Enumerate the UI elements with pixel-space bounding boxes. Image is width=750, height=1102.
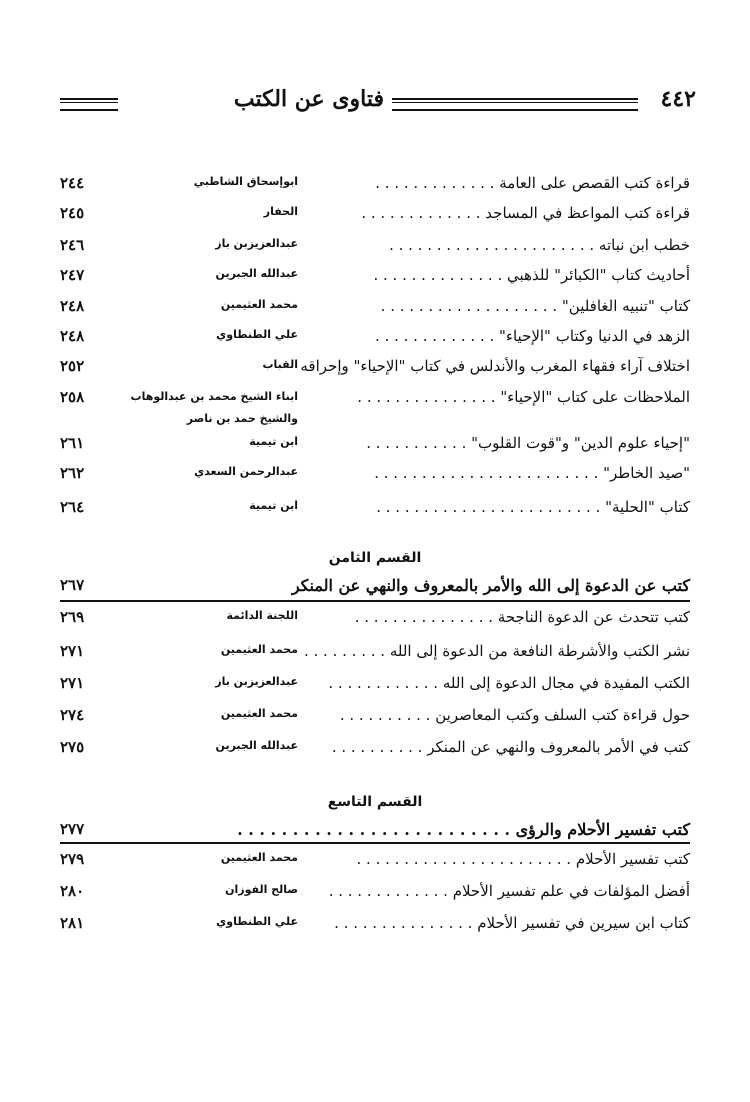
index-entry <box>60 672 690 702</box>
index-entry <box>60 736 690 766</box>
running-title: فتاوى عن الكتب <box>233 86 384 112</box>
entry-title: خطب ابن نباته <box>598 236 690 254</box>
index-entry <box>60 640 690 670</box>
section-rule <box>60 600 690 602</box>
entry-title: أفضل المؤلفات في علم تفسير الأحلام <box>452 882 690 900</box>
dot-leader: . . . . . . . . . . . . . . . . . . . <box>380 297 558 315</box>
entry-title: الكتب المفيدة في مجال الدعوة إلى الله <box>442 674 690 692</box>
dot-leader: . . . . . . . . . . . . . . . <box>334 914 473 932</box>
dot-leader: . . . . . . . . . . . . . . . . . . . . . . . . <box>376 498 601 516</box>
entry-author: صالح الفوزان <box>225 883 298 896</box>
entry-page-number: ٢٧٧ <box>60 820 85 838</box>
index-entry <box>60 912 690 942</box>
index-entry <box>60 295 690 325</box>
entry-page-number: ٢٥٨ <box>60 388 85 406</box>
page-number: ٤٤٢ <box>660 86 696 112</box>
entry-author: ابن تيمية <box>249 499 298 512</box>
dot-leader: . . . . . . . . . . . . . <box>328 882 448 900</box>
index-entry <box>60 386 690 434</box>
entry-author: علي الطنطاوي <box>216 328 298 341</box>
running-header <box>60 86 696 120</box>
entry-author: محمد العثيمين <box>220 851 298 864</box>
dot-leader: . . . . . . . . . . . . . <box>375 174 495 192</box>
dot-leader: . . . . . . . . . . . . . <box>375 327 495 345</box>
entry-title: حول قراءة كتب السلف وكتب المعاصرين <box>435 706 690 724</box>
entry-author: ابن تيمية <box>249 435 298 448</box>
entry-title: كتب تتحدث عن الدعوة الناجحة <box>497 608 690 626</box>
index-entry <box>60 172 690 202</box>
entry-author: محمد العثيمين <box>220 707 298 720</box>
entry-author: الحفار <box>263 205 298 218</box>
dot-leader: . . . . . . . . . . . . . <box>361 204 481 222</box>
entry-author: عبدالله الجبرين <box>215 739 298 752</box>
dot-leader: . . . . . . . . . . . . . . . <box>357 388 496 406</box>
entry-author: محمد العثيمين <box>220 643 298 656</box>
entry-page-number: ٢٧١ <box>60 674 85 692</box>
entry-page-number: ٢٤٨ <box>60 327 85 345</box>
entry-author: عبدالرحمن السعدي <box>194 465 298 478</box>
entry-page-number: ٢٤٤ <box>60 174 85 192</box>
entry-author: محمد العثيمين <box>220 298 298 311</box>
entry-page-number: ٢٧٥ <box>60 738 85 756</box>
entry-title: نشر الكتب والأشرطة النافعة من الدعوة إلى الله <box>389 642 690 660</box>
entry-page-number: ٢٤٥ <box>60 204 85 222</box>
header-rule <box>392 98 638 111</box>
index-entry <box>60 496 690 526</box>
section-title: القسم التاسع <box>327 794 423 810</box>
section-rule <box>60 842 690 844</box>
dot-leader: . . . . . . . . . . <box>339 706 431 724</box>
index-entry <box>60 606 690 636</box>
entry-title: أحاديث كتاب "الكبائر" للذهبي <box>507 266 690 284</box>
entry-title: كتب تفسير الأحلام والرؤى <box>515 820 690 839</box>
entry-page-number: ٢٧٩ <box>60 850 85 868</box>
entry-title: اختلاف آراء فقهاء المغرب والأندلس في كتاب "الإحياء" وإحراقه <box>300 357 690 375</box>
entry-author: عبدالعزيزبن باز <box>215 237 298 250</box>
entry-page-number: ٢٤٦ <box>60 236 85 254</box>
entry-author: القباب <box>262 358 298 371</box>
header-rule <box>60 98 118 111</box>
entry-author: والشيخ حمد بن ناصر <box>186 412 298 425</box>
entry-title: قراءة كتب القصص على العامة <box>499 174 690 192</box>
index-entry <box>60 234 690 264</box>
entry-title: كتب تفسير الأحلام <box>575 850 690 868</box>
entry-title: الزهد في الدنيا وكتاب "الإحياء" <box>499 327 690 345</box>
dot-leader: . . . . . . . . . . . . . . . . . . . . . . <box>389 236 595 254</box>
dot-leader: . . . . . . . . . . . . <box>328 674 439 692</box>
entry-page-number: ٢٦٩ <box>60 608 85 626</box>
index-entry <box>60 355 690 385</box>
entry-page-number: ٢٧١ <box>60 642 85 660</box>
entry-page-number: ٢٧٤ <box>60 706 85 724</box>
dot-leader: . . . . . . . . . . . . . . . . . . . . . . . . . <box>237 820 511 839</box>
entry-title: كتب عن الدعوة إلى الله والأمر بالمعروف والنهي عن المنكر <box>291 576 690 595</box>
entry-page-number: ٢٦٧ <box>60 576 85 594</box>
index-entry <box>60 704 690 734</box>
entry-page-number: ٢٦١ <box>60 434 85 452</box>
entry-page-number: ٢٤٨ <box>60 297 85 315</box>
entry-page-number: ٢٨٠ <box>60 882 85 900</box>
entry-title: كتاب "الحلية" <box>605 498 690 516</box>
entry-author: عبدالعزيزبن باز <box>215 675 298 688</box>
entry-title: كتب في الأمر بالمعروف والنهي عن المنكر <box>427 738 690 756</box>
entry-author: علي الطنطاوي <box>216 915 298 928</box>
dot-leader: . . . . . . . . . . . <box>366 434 467 452</box>
entry-page-number: ٢٦٤ <box>60 498 85 516</box>
index-entry <box>60 880 690 910</box>
entry-author: اللجنة الدائمة <box>226 609 298 622</box>
entry-title: كتاب ابن سيرين في تفسير الأحلام <box>477 914 690 932</box>
entry-page-number: ٢٥٢ <box>60 357 85 375</box>
index-entry <box>60 462 690 492</box>
entry-author: عبدالله الجبرين <box>215 267 298 280</box>
index-entry <box>60 432 690 462</box>
entry-page-number: ٢٤٧ <box>60 266 85 284</box>
dot-leader: . . . . . . . . . . . . . . <box>373 266 503 284</box>
dot-leader: . . . . . . . . . . . . . . . <box>354 608 493 626</box>
section-title: القسم الثامن <box>328 550 422 566</box>
dot-leader: . . . . . . . . . <box>303 642 386 660</box>
entry-title: كتاب "تنبيه الغافلين" <box>561 297 690 315</box>
entry-page-number: ٢٦٢ <box>60 464 85 482</box>
dot-leader: . . . . . . . . . . . . . . . . . . . . . . . . <box>374 464 599 482</box>
dot-leader: . . . . . . . . . . . . . . . . . . . . . . . <box>356 850 572 868</box>
dot-leader: . . . . . . . . . . <box>331 738 423 756</box>
entry-title: "صيد الخاطر" <box>603 464 690 482</box>
index-entry <box>60 202 690 232</box>
entry-author: ابناء الشيخ محمد بن عبدالوهاب <box>130 390 298 403</box>
entry-author: ابوإسحاق الشاطبي <box>193 175 298 188</box>
index-entry <box>60 848 690 878</box>
entry-title: قراءة كتب المواعظ في المساجد <box>485 204 690 222</box>
entry-title: الملاحظات على كتاب "الإحياء" <box>500 388 690 406</box>
entry-title: "إحياء علوم الدين" و"قوت القلوب" <box>471 434 690 452</box>
index-entry <box>60 325 690 355</box>
entry-page-number: ٢٨١ <box>60 914 85 932</box>
index-entry <box>60 264 690 294</box>
